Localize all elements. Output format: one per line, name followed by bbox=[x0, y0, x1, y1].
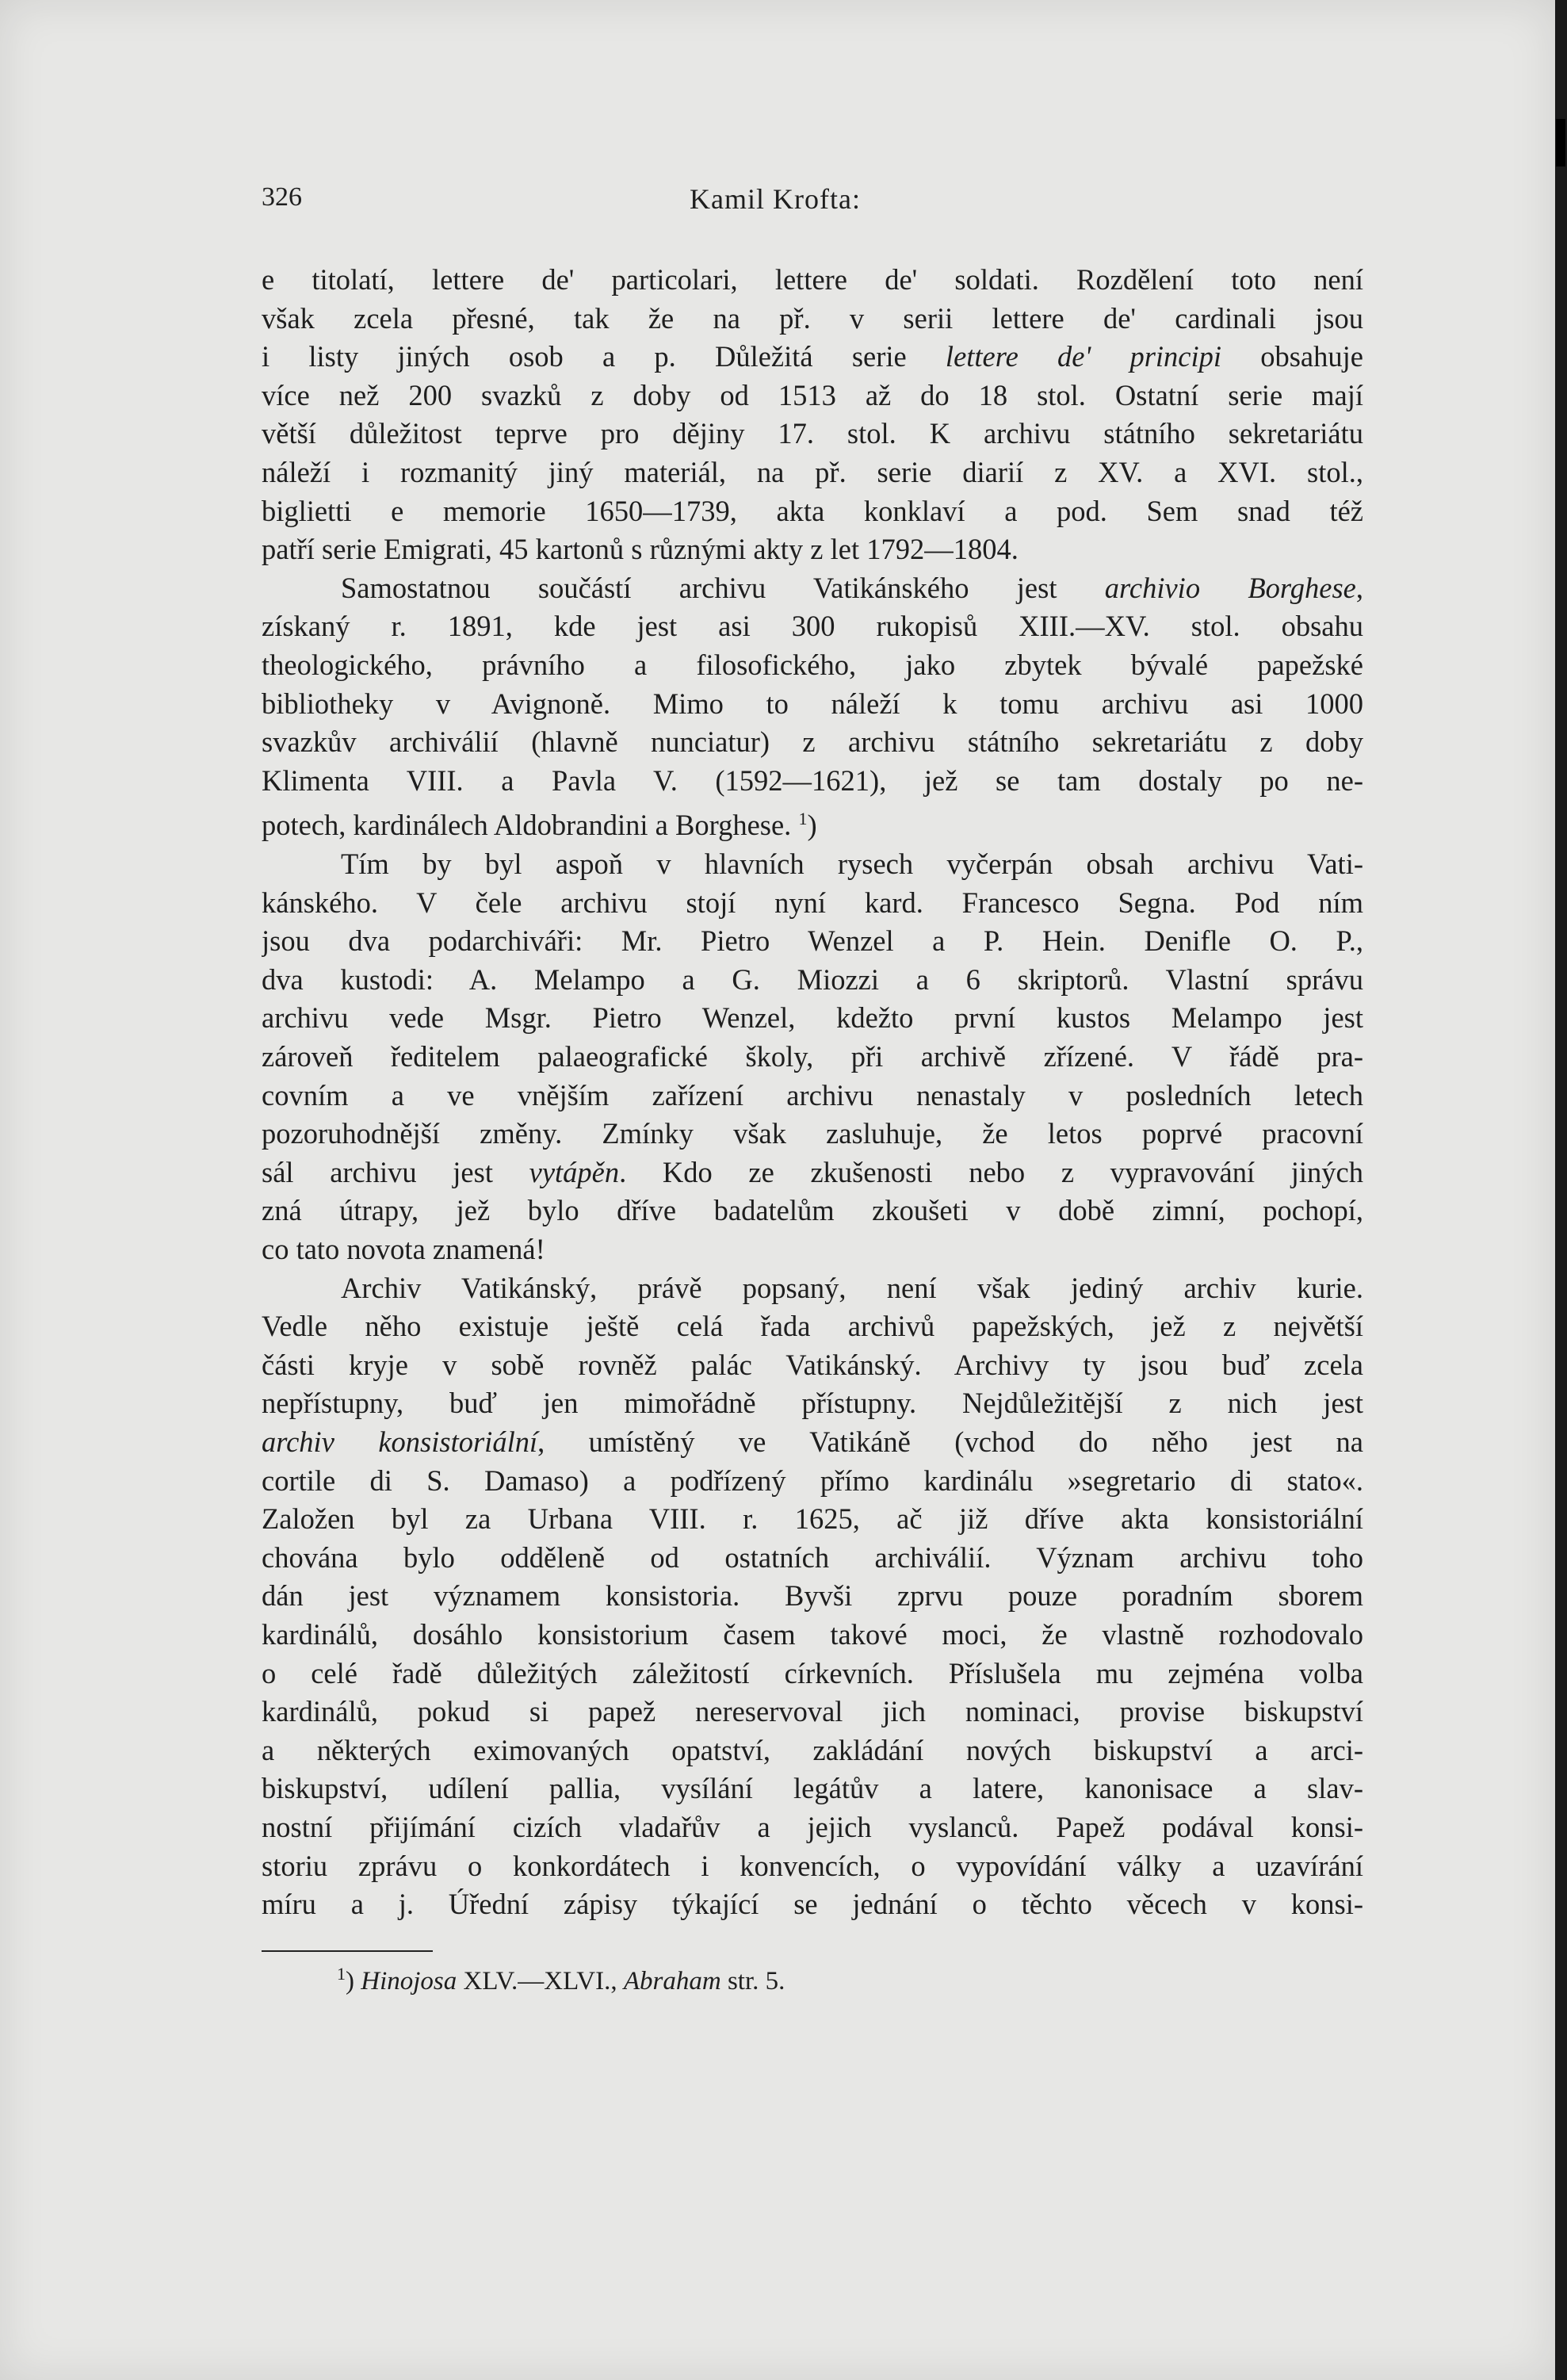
text-line bbox=[262, 1154, 1363, 1192]
text-line: cortile di S. Damaso) a podřízený přímo kardinálu »segretario di stato«. bbox=[262, 1464, 1363, 1497]
text-line: náleží i rozmanitý jiný materiál, na př. serie diarií z XV. a XVI. stol., bbox=[262, 455, 1363, 488]
text-fragment: sál archivu jest bbox=[262, 1155, 493, 1188]
footnote bbox=[337, 1964, 785, 1996]
italic-title: archivio Borghese bbox=[1104, 571, 1356, 604]
page-number: 326 bbox=[262, 182, 302, 212]
text-line: kardinálů, dosáhlo konsistorium časem takové moci, že vlastně rozhodovalo bbox=[262, 1617, 1363, 1651]
text-fragment: potech, kardinálech Aldobrandini a Borghese. bbox=[262, 809, 792, 842]
text-line: archivu vede Msgr. Pietro Wenzel, kdežto první kustos Melampo jest bbox=[262, 1001, 1363, 1035]
text-fragment: ) bbox=[807, 809, 817, 842]
text-line bbox=[262, 800, 1363, 845]
text-line: chována bylo odděleně od ostatních archiválií. Význam archivu toho bbox=[262, 1540, 1363, 1574]
text-line: však zcela přesné, tak že na př. v serii lettere de' cardinali jsou bbox=[262, 301, 1363, 335]
text-line: větší důležitost teprve pro dějiny 17. stol. K archivu státního sekretariátu bbox=[262, 417, 1363, 450]
footnote-ref-abraham: Abraham bbox=[623, 1967, 721, 1995]
text-line: Archiv Vatikánský, právě popsaný, není však jediný archiv kurie. bbox=[341, 1271, 1363, 1304]
text-line: a některých eximovaných opatství, zakládání nových biskupství a arci- bbox=[262, 1733, 1363, 1766]
text-line: patří serie Emigrati, 45 kartonů s různými akty z let 1792—1804. bbox=[262, 533, 1019, 566]
text-fragment: . Kdo ze zkušenosti nebo z vypravování jiných bbox=[619, 1155, 1363, 1188]
text-line: e titolatí, lettere de' particolari, lettere de' soldati. Rozdělení toto není bbox=[262, 263, 1363, 296]
page-header bbox=[262, 182, 1371, 230]
text-fragment: , bbox=[1355, 571, 1363, 604]
text-line: o celé řadě důležitých záležitostí církevních. Příslušela mu zejména volba bbox=[262, 1656, 1363, 1689]
italic-title: lettere de' principi bbox=[945, 340, 1222, 373]
running-head: Kamil Krofta: bbox=[690, 183, 861, 215]
text-line: biskupství, udílení pallia, vysílání legátův a latere, kanonisace a slav- bbox=[262, 1772, 1363, 1805]
footnote-text: str. 5. bbox=[720, 1967, 785, 1995]
body-text bbox=[262, 261, 1363, 1924]
text-line: svazkův archiválií (hlavně nunciatur) z archivu státního sekretariátu z doby bbox=[262, 725, 1363, 759]
text-line: dán jest významem konsistoria. Byvši zprvu pouze poradním sborem bbox=[262, 1579, 1363, 1613]
text-line bbox=[262, 569, 1363, 608]
text-line: Vedle něho existuje ještě celá řada archivů papežských, jež z největší bbox=[262, 1310, 1363, 1343]
footnote-marker: 1 bbox=[337, 1964, 346, 1984]
text-line: dva kustodi: A. Melampo a G. Miozzi a 6 skriptorů. Vlastní správu bbox=[262, 962, 1363, 996]
footnote-ref-hinojosa: Hinojosa bbox=[361, 1967, 457, 1995]
italic-word: vytápěn bbox=[529, 1155, 620, 1188]
text-line: jsou dva podarchiváři: Mr. Pietro Wenzel a P. Hein. Denifle O. P., bbox=[262, 924, 1363, 958]
text-line: Klimenta VIII. a Pavla V. (1592—1621), jež se tam dostaly po ne- bbox=[262, 763, 1363, 797]
text-line: kardinálů, pokud si papež nereservoval jich nominaci, provise biskupství bbox=[262, 1695, 1363, 1728]
footnote-ref: 1 bbox=[798, 809, 808, 829]
text-fragment: obsahuje bbox=[1221, 340, 1363, 373]
text-line: pozoruhodnější změny. Zmínky však zasluhuje, že letos poprvé pracovní bbox=[262, 1117, 1363, 1150]
text-fragment: i listy jiných osob a p. Důležitá serie bbox=[262, 340, 907, 373]
text-line: získaný r. 1891, kde jest asi 300 rukopisů XIII.—XV. stol. obsahu bbox=[262, 610, 1363, 643]
text-line: části kryje v sobě rovněž palác Vatikánský. Archivy ty jsou buď zcela bbox=[262, 1348, 1363, 1381]
page-edge bbox=[1555, 0, 1567, 2380]
text-line: co tato novota znamená! bbox=[262, 1233, 545, 1265]
text-line: kánského. V čele archivu stojí nyní kard. Francesco Segna. Pod ním bbox=[262, 886, 1363, 919]
text-line bbox=[262, 338, 1363, 377]
text-line: více než 200 svazků z doby od 1513 až do 18 stol. Ostatní serie mají bbox=[262, 378, 1363, 411]
text-line: zároveň ředitelem palaeografické školy, při archivě zřízené. V řádě pra- bbox=[262, 1040, 1363, 1073]
footnote-text: XLV.—XLVI., bbox=[457, 1967, 624, 1995]
text-line: Tím by byl aspoň v hlavních rysech vyčerpán obsah archivu Vati- bbox=[341, 848, 1363, 881]
text-fragment: , umístěný ve Vatikáně (vchod do něho jest na bbox=[537, 1425, 1363, 1458]
text-line bbox=[262, 1423, 1363, 1462]
text-line: nepřístupny, buď jen mimořádně přístupny. Nejdůležitější z nich jest bbox=[262, 1387, 1363, 1420]
text-line: nostní přijímání cizích vladařův a jejich vyslanců. Papež podával konsi- bbox=[262, 1810, 1363, 1843]
footnote-paren: ) bbox=[346, 1967, 354, 1995]
text-fragment: Samostatnou součástí archivu Vatikánského jest bbox=[341, 571, 1057, 604]
text-line: covním a ve vnějším zařízení archivu nenastaly v posledních letech bbox=[262, 1078, 1363, 1112]
text-line: theologického, právního a filosofického, jako zbytek bývalé papežské bbox=[262, 648, 1363, 681]
italic-title: archiv konsistoriální bbox=[262, 1425, 538, 1458]
text-line: biglietti e memorie 1650—1739, akta konklaví a pod. Sem snad též bbox=[262, 494, 1363, 527]
edge-mark bbox=[1556, 119, 1565, 166]
text-line: Založen byl za Urbana VIII. r. 1625, ač již dříve akta konsistoriální bbox=[262, 1502, 1363, 1536]
text-line: míru a j. Úřední zápisy týkající se jednání o těchto věcech v konsi- bbox=[262, 1888, 1363, 1921]
text-line: bibliotheky v Avignoně. Mimo to náleží k tomu archivu asi 1000 bbox=[262, 687, 1363, 720]
text-line: storiu zprávu o konkordátech i konvencích, o vypovídání války a uzavírání bbox=[262, 1849, 1363, 1882]
footnote-rule bbox=[262, 1950, 433, 1952]
text-line: zná útrapy, jež bylo dříve badatelům zkoušeti v době zimní, pochopí, bbox=[262, 1194, 1363, 1227]
